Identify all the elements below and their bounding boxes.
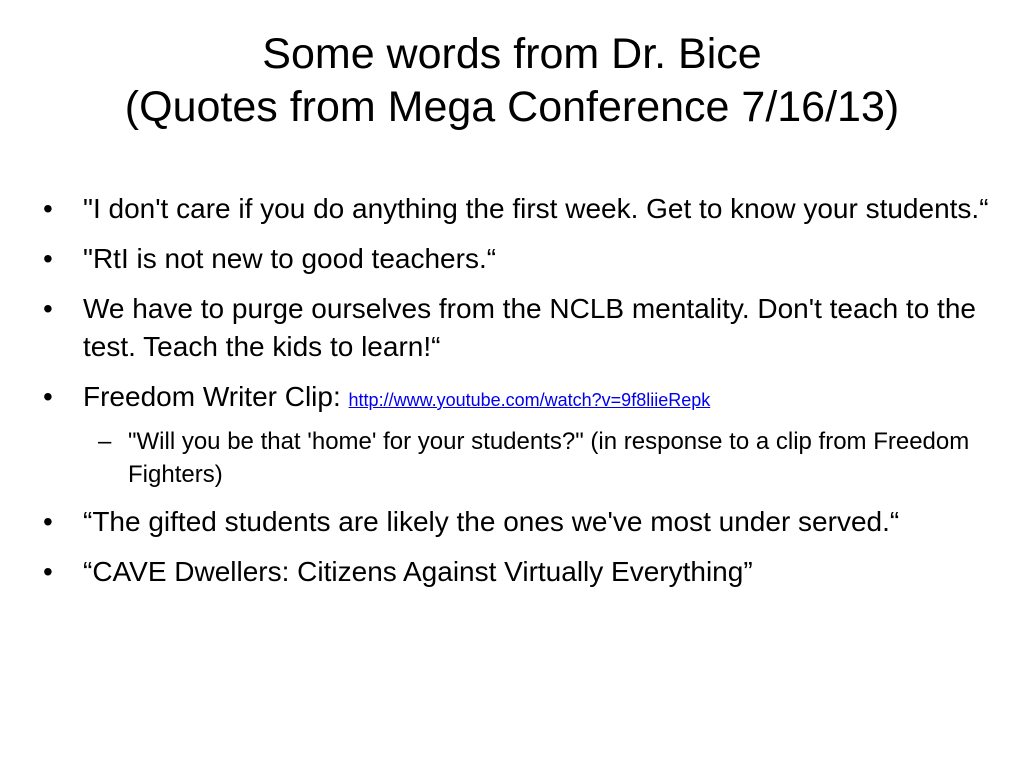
bullet-text: We have to purge ourselves from the NCLB mentality. Don't teach to the test. Teach the kids to learn!“ xyxy=(83,293,976,362)
bullet-item xyxy=(43,240,993,278)
bullet-text: “The gifted students are likely the ones we've most under served.“ xyxy=(83,506,900,537)
bullet-text: Freedom Writer Clip: xyxy=(83,381,349,412)
title-line-2: (Quotes from Mega Conference 7/16/13) xyxy=(124,83,900,131)
bullet-text: "RtI is not new to good teachers.“ xyxy=(83,243,497,274)
bullet-item xyxy=(43,553,993,591)
bullet-item xyxy=(43,503,993,541)
sub-bullet-list xyxy=(83,425,993,491)
bullet-marker: • xyxy=(43,381,53,412)
title-line-1: Some words from Dr. Bice xyxy=(262,30,762,78)
bullet-marker: • xyxy=(43,193,53,224)
bullet-text: “CAVE Dwellers: Citizens Against Virtually Everything” xyxy=(83,556,753,587)
bullet-marker: • xyxy=(43,556,53,587)
sub-bullet-marker: – xyxy=(98,428,112,455)
bullet-list xyxy=(43,190,993,603)
bullet-marker: • xyxy=(43,243,53,274)
bullet-marker: • xyxy=(43,293,53,324)
bullet-text: "I don't care if you do anything the first week. Get to know your students.“ xyxy=(83,193,989,224)
bullet-marker: • xyxy=(43,506,53,537)
bullet-item xyxy=(43,190,993,228)
sub-bullet-item xyxy=(83,425,993,491)
bullet-item xyxy=(43,378,993,491)
bullet-item xyxy=(43,290,993,366)
youtube-link[interactable]: http://www.youtube.com/watch?v=9f8liieRepk xyxy=(348,390,711,410)
sub-bullet-text: "Will you be that 'home' for your students?" (in response to a clip from Freedom Fighters) xyxy=(128,428,970,488)
slide-title xyxy=(20,28,1004,134)
